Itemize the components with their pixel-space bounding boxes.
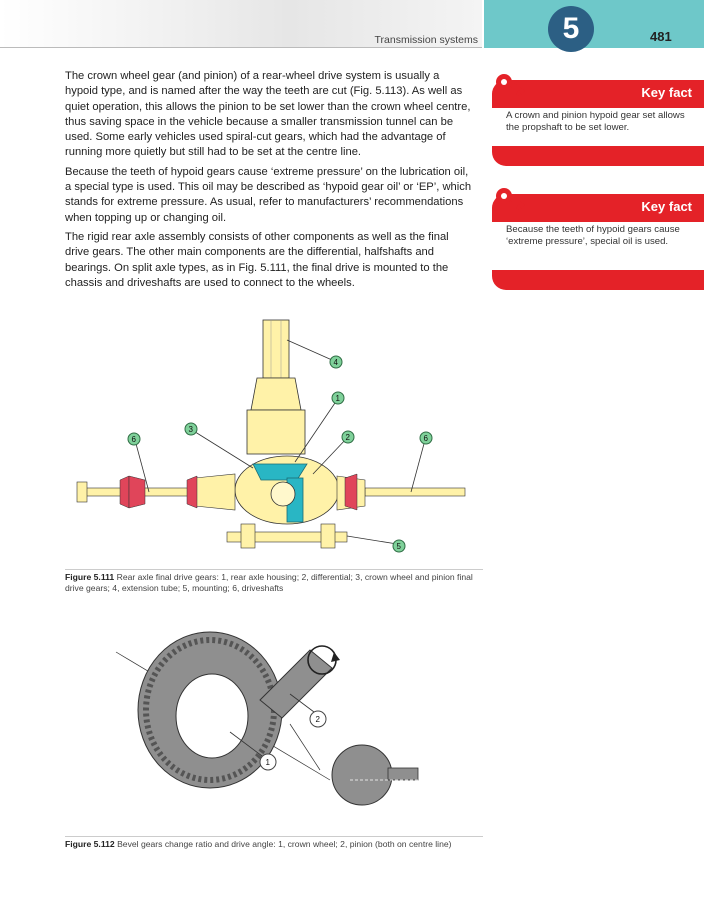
callout-label: 1 — [335, 394, 340, 403]
key-fact-box — [492, 194, 704, 290]
figure-rule — [65, 569, 483, 570]
paragraph: The rigid rear axle assembly consists of other components as well as the final drive gears. The other main components are the differential, halfshafts and bearings. On split axle types, as in Fig. 5.111, the final drive is mounted to the chassis and driveshafts are used to connect to the wheels. — [65, 230, 449, 289]
key-fact-box — [492, 80, 704, 166]
key-fact-title: Key fact — [641, 199, 692, 214]
callout-label: 4 — [333, 358, 338, 367]
page-number: 481 — [650, 29, 672, 44]
section-title: Transmission systems — [374, 34, 478, 46]
body-text — [65, 69, 475, 295]
figure-caption-text: Bevel gears change ratio and drive angle: 1, crown wheel; 2, pinion (both on centre line) — [117, 839, 452, 849]
figure-5-111-illustration — [65, 318, 485, 568]
callout-label: 3 — [188, 425, 193, 434]
chapter-number: 5 — [548, 6, 594, 52]
callout-label: 1 — [265, 758, 270, 767]
callout-label: 2 — [345, 433, 350, 442]
figure-5-112-illustration — [110, 620, 440, 830]
figure-caption — [65, 839, 485, 850]
key-fact-title: Key fact — [641, 85, 692, 100]
figure-caption-text: Rear axle final drive gears: 1, rear axle housing; 2, differential; 3, crown wheel and pinion final drive gears; 4, extension tube; 5, mounting; 6, driveshafts — [65, 572, 473, 593]
pinion-end-view — [332, 745, 392, 805]
figure-caption — [65, 572, 485, 594]
paragraph: The crown wheel gear (and pinion) of a rear-wheel drive system is usually a hypoid type, and is named after the way the teeth are cut (Fig. 5.113). As well as quiet operation, this allows the pinion to be set lower than the crown wheel centre, thus saving space in the vehicle because a smaller transmission tunnel can be used. Some early vehicles used spiral-cut gears, which had the advantage of running more quietly but still had to be set at the centre line. — [65, 70, 471, 159]
extension-tube — [263, 320, 289, 378]
callout-label: 2 — [315, 715, 320, 724]
figure-label: Figure 5.111 — [65, 572, 115, 582]
driveshaft-right — [365, 488, 465, 496]
header-divider — [0, 47, 482, 48]
callout-label: 6 — [131, 435, 136, 444]
paragraph: Because the teeth of hypoid gears cause ‘extreme pressure’ on the lubrication oil, a special type is used. This oil may be described as ‘hypoid gear oil’ or ‘EP’, which stands for extreme pressure. As usual, refer to manufacturers’ recommendations when topping up or changing oil. — [65, 165, 472, 224]
callout-label: 5 — [396, 542, 401, 551]
key-fact-text: Because the teeth of hypoid gears cause ‘extreme pressure’, special oil is used. — [506, 224, 680, 247]
key-fact-text: A crown and pinion hypoid gear set allows the propshaft to be set lower. — [506, 110, 685, 133]
callout-label: 6 — [423, 434, 428, 443]
figure-rule — [65, 836, 483, 837]
figure-label: Figure 5.112 — [65, 839, 115, 849]
axle-housing — [247, 410, 305, 454]
